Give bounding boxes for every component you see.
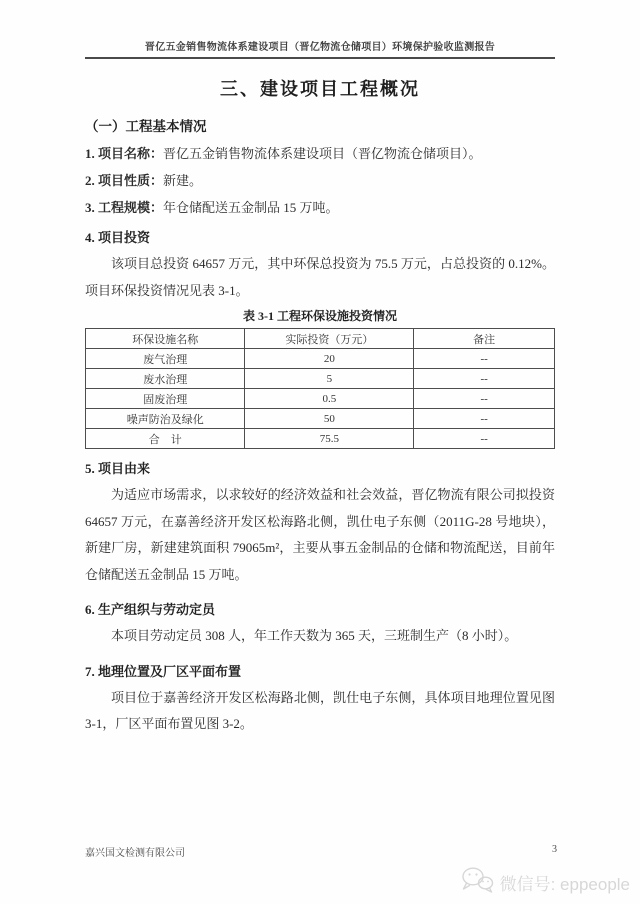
header-rule (85, 57, 555, 59)
col-header-investment: 实际投资（万元） (245, 329, 414, 349)
footer-company: 嘉兴国文检测有限公司 (85, 848, 185, 859)
origin-paragraph: 为适应市场需求，以求较好的经济效益和社会效益，晋亿物流有限公司拟投资 64657 万元，在嘉善经济开发区松海路北侧，凯仕电子东侧（2011G-28 号地块），新建厂房，新建建筑面积 79065m²，主要从事五金制品的仓储和物流配送，目前年仓储配送五金制品 15 万吨。 (85, 487, 555, 582)
wechat-icon (460, 866, 494, 899)
page-title: 三、建设项目工程概况 (220, 79, 420, 99)
table-header-row (86, 329, 555, 349)
item-project-scale-label: 3. 工程规模： (85, 200, 164, 215)
item-project-name-label: 1. 项目名称： (85, 146, 164, 161)
section-labor-heading: 6. 生产组织与劳动定员 (85, 602, 216, 617)
col-header-facility: 环保设施名称 (86, 329, 245, 349)
table-row (86, 369, 555, 389)
page-footer (85, 844, 557, 859)
table-total-row (86, 429, 555, 449)
item-project-name-text: 晋亿五金销售物流体系建设项目（晋亿物流仓储项目）。 (163, 146, 482, 161)
cell-investment: 5 (245, 369, 414, 389)
watermark-text: 微信号: eppeople (499, 875, 630, 894)
col-header-remark: 备注 (414, 329, 555, 349)
table-caption: 表 3-1 工程环保设施投资情况 (243, 309, 397, 323)
investment-table (85, 328, 555, 449)
item-project-nature-text: 新建。 (163, 173, 203, 188)
cell-investment: 0.5 (245, 389, 414, 409)
location-paragraph: 项目位于嘉善经济开发区松海路北侧，凯仕电子东侧，具体项目地理位置见图 3-1，厂区平面布置见图 3-2。 (85, 689, 555, 731)
section-investment-heading: 4. 项目投资 (85, 230, 151, 245)
cell-remark: -- (414, 429, 555, 449)
cell-facility: 废水治理 (86, 369, 245, 389)
table-row (86, 389, 555, 409)
table-row (86, 409, 555, 429)
section-location-heading: 7. 地理位置及厂区平面布置 (85, 663, 242, 679)
cell-facility: 合 计 (86, 429, 245, 449)
page-content (85, 0, 555, 738)
cell-investment: 20 (245, 349, 414, 369)
item-project-scale-text: 年仓储配送五金制品 15 万吨。 (163, 200, 339, 215)
cell-remark: -- (414, 349, 555, 369)
cell-remark: -- (414, 409, 555, 429)
item-project-scale (85, 199, 555, 216)
item-project-nature-label: 2. 项目性质： (85, 173, 164, 188)
item-project-nature (85, 172, 555, 189)
cell-investment: 50 (245, 409, 414, 429)
investment-paragraph: 该项目总投资 64657 万元，其中环保总投资为 75.5 万元，占总投资的 0.12%。项目环保投资情况见表 3-1。 (85, 256, 555, 298)
cell-remark: -- (414, 389, 555, 409)
page-number: 3 (552, 844, 557, 855)
cell-facility: 噪声防治及绿化 (86, 409, 245, 429)
cell-investment: 75.5 (245, 429, 414, 449)
labor-paragraph: 本项目劳动定员 308 人，年工作天数为 365 天，三班制生产（8 小时）。 (111, 628, 518, 643)
section-basic-heading: （一）工程基本情况 (85, 119, 207, 134)
wechat-watermark (460, 866, 630, 899)
cell-remark: -- (414, 369, 555, 389)
section-origin-heading: 5. 项目由来 (85, 461, 151, 476)
table-row (86, 349, 555, 369)
cell-facility: 固废治理 (86, 389, 245, 409)
item-project-name (85, 145, 555, 162)
running-header: 晋亿五金销售物流体系建设项目（晋亿物流仓储项目）环境保护验收监测报告 (144, 42, 496, 53)
cell-facility: 废气治理 (86, 349, 245, 369)
